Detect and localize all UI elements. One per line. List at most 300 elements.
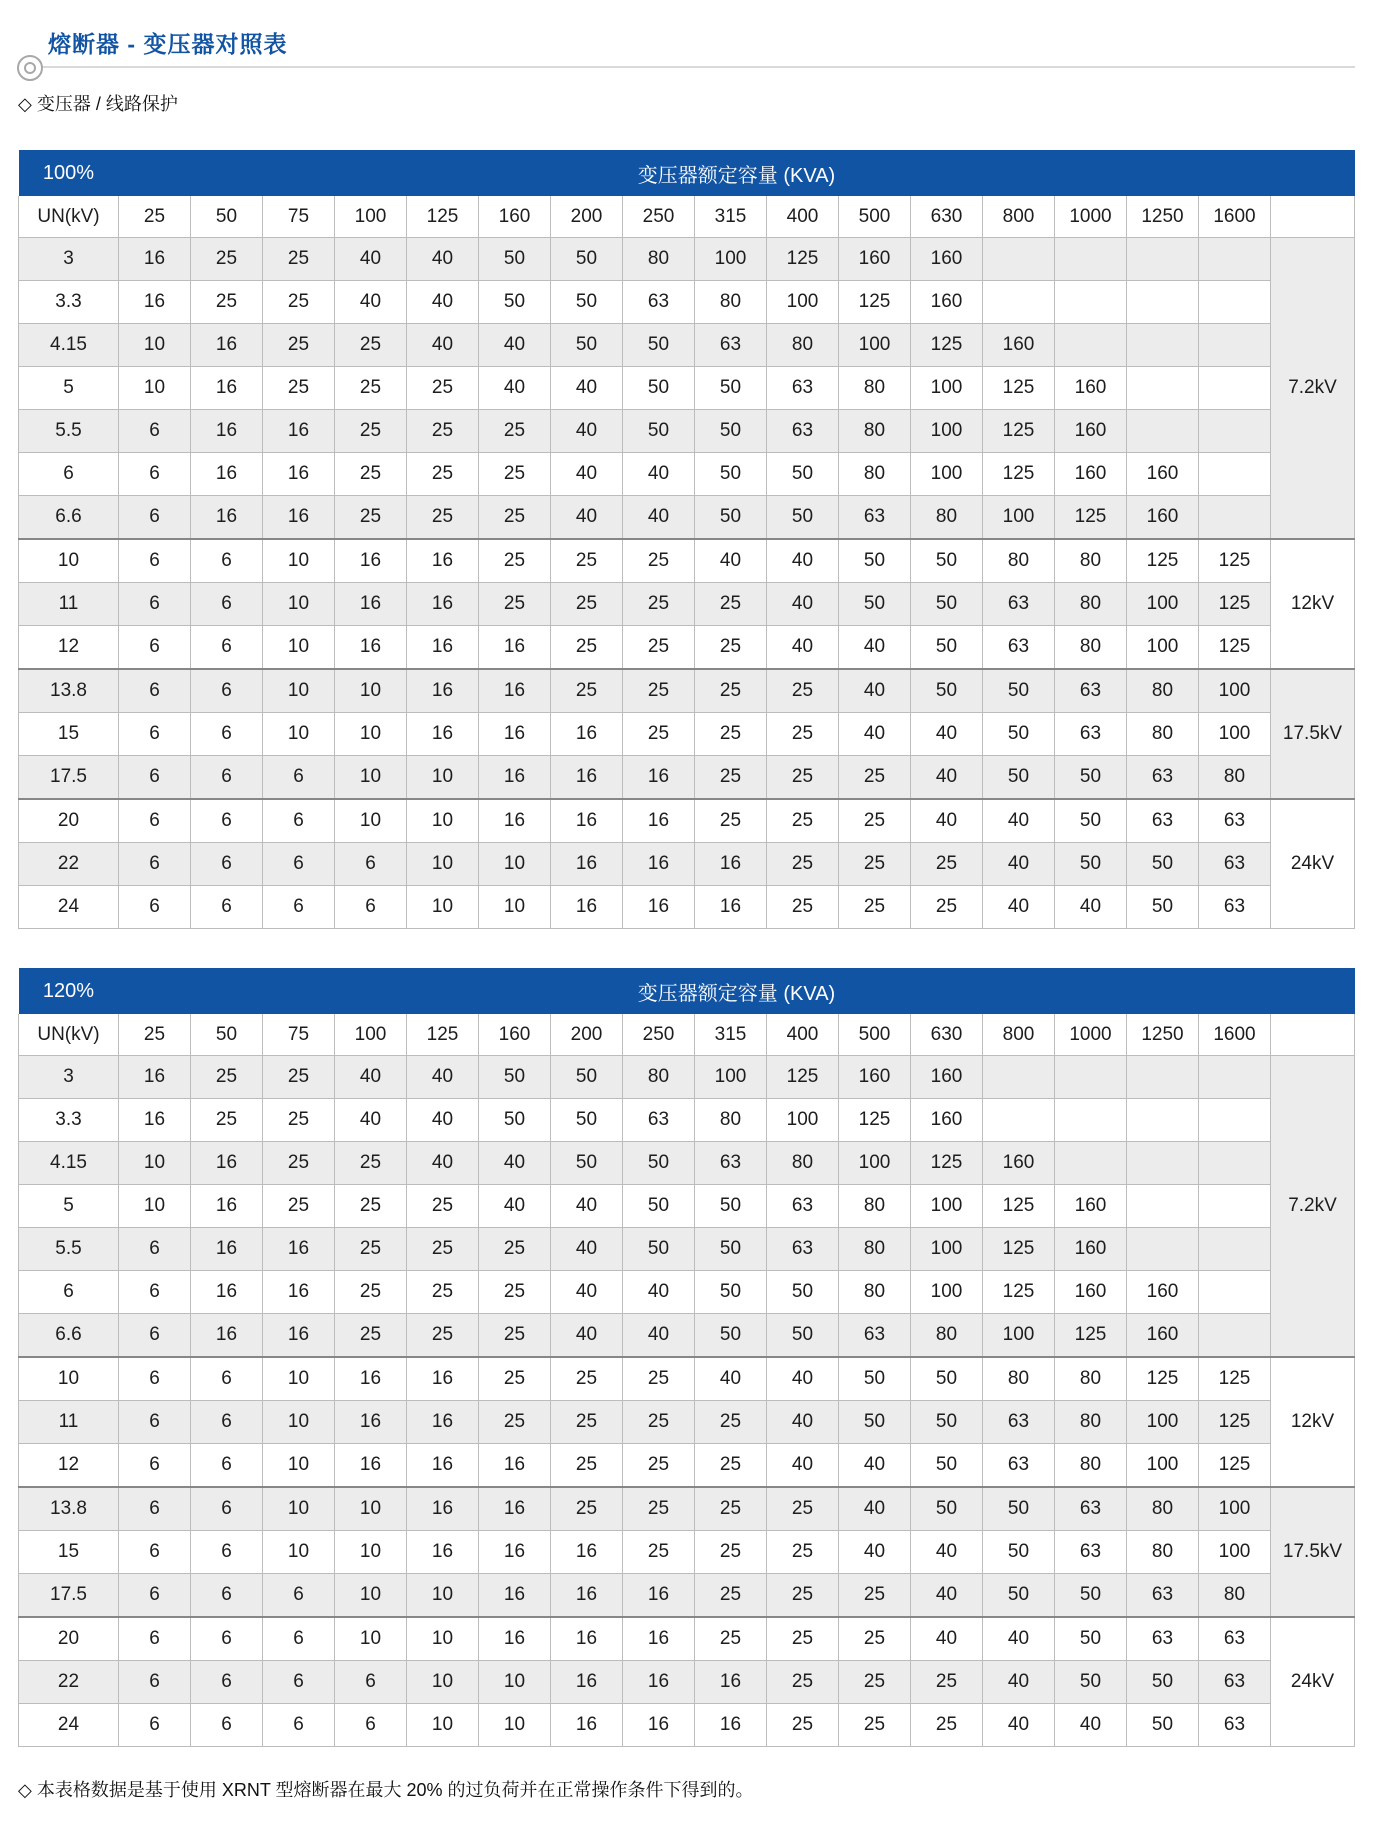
table-row: [19, 1531, 1355, 1574]
rating-cell: 6: [119, 1357, 191, 1401]
rating-cell: [1199, 1056, 1271, 1099]
row-voltage-label: 20: [19, 1617, 119, 1661]
rating-cell: 25: [335, 367, 407, 410]
rating-cell: 40: [839, 1444, 911, 1488]
table-row: [19, 713, 1355, 756]
table-row: [19, 626, 1355, 670]
rating-cell: 40: [479, 324, 551, 367]
capacity-column-header: 800: [983, 1014, 1055, 1056]
table-row: [19, 1401, 1355, 1444]
fuse-transformer-table-100%: [18, 150, 1355, 929]
rating-cell: 6: [119, 1314, 191, 1358]
rating-cell: 160: [983, 324, 1055, 367]
rating-cell: 16: [191, 496, 263, 540]
capacity-column-header: 630: [911, 1014, 983, 1056]
rating-cell: 50: [479, 281, 551, 324]
rating-cell: 25: [407, 496, 479, 540]
rating-cell: [1199, 410, 1271, 453]
rating-cell: 40: [767, 1357, 839, 1401]
rating-cell: 25: [767, 713, 839, 756]
rating-cell: 25: [479, 410, 551, 453]
table-row: [19, 1617, 1355, 1661]
rating-cell: 6: [119, 756, 191, 800]
voltage-class-label: 24kV: [1271, 799, 1355, 929]
table-banner-row: [19, 968, 1355, 1014]
rating-cell: 16: [623, 843, 695, 886]
rating-cell: 6: [119, 1661, 191, 1704]
rating-cell: 6: [119, 453, 191, 496]
rating-cell: [1199, 1228, 1271, 1271]
rating-cell: 125: [1199, 1401, 1271, 1444]
voltage-class-label: 17.5kV: [1271, 1487, 1355, 1617]
rating-cell: 125: [1055, 1314, 1127, 1358]
rating-cell: 40: [335, 281, 407, 324]
rating-cell: 16: [551, 799, 623, 843]
rating-cell: 100: [767, 1099, 839, 1142]
table-row: [19, 496, 1355, 540]
rating-cell: 25: [623, 1401, 695, 1444]
rating-cell: 16: [119, 1056, 191, 1099]
rating-cell: 25: [479, 1228, 551, 1271]
voltage-column-spacer: [1271, 1014, 1355, 1056]
rating-cell: 80: [911, 496, 983, 540]
row-voltage-label: 17.5: [19, 1574, 119, 1618]
rating-cell: [1055, 1142, 1127, 1185]
rating-cell: 25: [551, 1487, 623, 1531]
rating-cell: 100: [911, 410, 983, 453]
table-row: [19, 756, 1355, 800]
rating-cell: 160: [911, 1056, 983, 1099]
rating-cell: 63: [1199, 799, 1271, 843]
rating-cell: 160: [1127, 496, 1199, 540]
rating-cell: [1055, 1099, 1127, 1142]
rating-cell: 6: [191, 1444, 263, 1488]
rating-cell: 25: [407, 453, 479, 496]
row-voltage-label: 3.3: [19, 281, 119, 324]
table-row: [19, 1357, 1355, 1401]
rating-cell: 10: [263, 713, 335, 756]
rating-cell: 6: [191, 1704, 263, 1747]
row-voltage-label: 4.15: [19, 324, 119, 367]
rating-cell: 16: [623, 799, 695, 843]
rating-cell: 10: [263, 1357, 335, 1401]
rating-cell: 6: [119, 1574, 191, 1618]
rating-cell: [1127, 1056, 1199, 1099]
rating-cell: 50: [911, 583, 983, 626]
rating-cell: 50: [1055, 1661, 1127, 1704]
rating-cell: 50: [551, 1142, 623, 1185]
capacity-column-header: 1000: [1055, 1014, 1127, 1056]
rating-cell: 50: [479, 1056, 551, 1099]
row-voltage-label: 10: [19, 539, 119, 583]
rating-cell: 40: [335, 1056, 407, 1099]
rating-cell: 100: [695, 238, 767, 281]
rating-cell: 100: [1127, 1444, 1199, 1488]
rating-cell: 16: [623, 1617, 695, 1661]
rating-cell: 160: [1055, 1228, 1127, 1271]
rating-cell: 50: [623, 1228, 695, 1271]
rating-cell: 25: [191, 1056, 263, 1099]
rating-cell: 80: [839, 367, 911, 410]
rating-cell: 50: [1055, 1574, 1127, 1618]
table-row: [19, 1228, 1355, 1271]
rating-cell: 16: [479, 1487, 551, 1531]
rating-cell: 63: [767, 367, 839, 410]
rating-cell: 10: [335, 1531, 407, 1574]
rating-cell: 25: [695, 1487, 767, 1531]
rating-cell: 25: [767, 886, 839, 929]
rating-cell: 40: [479, 367, 551, 410]
rating-cell: 100: [839, 1142, 911, 1185]
rating-cell: 6: [119, 799, 191, 843]
rating-cell: 40: [983, 1704, 1055, 1747]
rating-cell: 16: [479, 713, 551, 756]
row-voltage-label: 3: [19, 238, 119, 281]
rating-cell: 16: [335, 1401, 407, 1444]
rating-cell: 25: [335, 1185, 407, 1228]
rating-cell: 25: [767, 843, 839, 886]
rating-cell: 10: [407, 1661, 479, 1704]
rating-cell: 6: [119, 1487, 191, 1531]
rating-cell: [1127, 238, 1199, 281]
table-row: [19, 1661, 1355, 1704]
footnote: ◇ 本表格数据是基于使用 XRNT 型熔断器在最大 20% 的过负荷并在正常操作条件下得到的。: [18, 1780, 754, 1800]
rating-cell: 40: [407, 1142, 479, 1185]
rating-cell: 63: [1055, 1531, 1127, 1574]
rating-cell: 50: [1127, 843, 1199, 886]
rating-cell: 160: [1055, 410, 1127, 453]
rating-cell: 40: [479, 1142, 551, 1185]
table-row: [19, 1056, 1355, 1099]
capacity-column-header: 160: [479, 196, 551, 238]
row-voltage-label: 3.3: [19, 1099, 119, 1142]
rating-cell: 40: [911, 1574, 983, 1618]
capacity-column-header: 400: [767, 1014, 839, 1056]
capacity-column-header: 125: [407, 1014, 479, 1056]
rating-cell: 100: [767, 281, 839, 324]
rating-cell: 25: [911, 1704, 983, 1747]
table-row: [19, 843, 1355, 886]
rating-cell: 40: [551, 1271, 623, 1314]
rating-cell: 125: [983, 1185, 1055, 1228]
rating-cell: [1199, 324, 1271, 367]
rating-cell: 80: [1055, 626, 1127, 670]
rating-cell: 50: [1127, 1704, 1199, 1747]
rating-cell: 25: [839, 1661, 911, 1704]
rating-cell: 25: [407, 1314, 479, 1358]
capacity-column-header: 315: [695, 1014, 767, 1056]
rating-cell: 16: [551, 1704, 623, 1747]
rating-cell: 16: [623, 1704, 695, 1747]
rating-cell: 25: [263, 1185, 335, 1228]
rating-cell: 25: [551, 669, 623, 713]
rating-cell: 50: [767, 496, 839, 540]
rating-cell: 16: [119, 1099, 191, 1142]
capacity-column-header: 315: [695, 196, 767, 238]
rating-cell: 16: [407, 1401, 479, 1444]
rating-cell: 40: [551, 410, 623, 453]
rating-cell: 16: [263, 453, 335, 496]
rating-cell: 16: [263, 496, 335, 540]
rating-cell: 25: [335, 1271, 407, 1314]
rating-cell: 125: [839, 281, 911, 324]
capacity-column-header: 1000: [1055, 196, 1127, 238]
rating-cell: 80: [1127, 713, 1199, 756]
rating-cell: 25: [407, 1185, 479, 1228]
rating-cell: 50: [695, 410, 767, 453]
row-voltage-label: 10: [19, 1357, 119, 1401]
rating-cell: 6: [119, 1617, 191, 1661]
row-voltage-label: 6: [19, 1271, 119, 1314]
rating-cell: 25: [335, 453, 407, 496]
rating-cell: 160: [1055, 1271, 1127, 1314]
rating-cell: 10: [263, 539, 335, 583]
row-voltage-label: 4.15: [19, 1142, 119, 1185]
rating-cell: 50: [695, 453, 767, 496]
rating-cell: 40: [695, 1357, 767, 1401]
rating-cell: 25: [551, 1357, 623, 1401]
capacity-column-header: 100: [335, 1014, 407, 1056]
rating-cell: 40: [767, 1401, 839, 1444]
row-voltage-label: 17.5: [19, 756, 119, 800]
rating-cell: 25: [407, 1228, 479, 1271]
table-banner-row: [19, 150, 1355, 196]
rating-cell: 25: [551, 539, 623, 583]
rating-cell: 16: [407, 626, 479, 670]
rating-cell: 25: [407, 410, 479, 453]
table-row: [19, 799, 1355, 843]
rating-cell: 16: [551, 1661, 623, 1704]
rating-cell: 80: [1055, 583, 1127, 626]
rating-cell: [1199, 496, 1271, 540]
row-voltage-label: 15: [19, 713, 119, 756]
rating-cell: 25: [695, 799, 767, 843]
rating-cell: 25: [551, 1401, 623, 1444]
rating-cell: 16: [479, 669, 551, 713]
table-row: [19, 281, 1355, 324]
rating-cell: 16: [191, 1185, 263, 1228]
row-voltage-label: 22: [19, 843, 119, 886]
rating-cell: 40: [623, 453, 695, 496]
row-voltage-label: 12: [19, 626, 119, 670]
capacity-column-header: 800: [983, 196, 1055, 238]
rating-cell: 10: [263, 1487, 335, 1531]
capacity-column-header: 250: [623, 196, 695, 238]
rating-cell: 125: [1199, 583, 1271, 626]
rating-cell: 25: [335, 1228, 407, 1271]
rating-cell: 80: [839, 453, 911, 496]
rating-cell: 40: [911, 799, 983, 843]
rating-cell: 6: [335, 1661, 407, 1704]
rating-cell: 125: [767, 1056, 839, 1099]
rating-cell: [1199, 1142, 1271, 1185]
rating-cell: 6: [263, 886, 335, 929]
rating-cell: 50: [911, 669, 983, 713]
rating-cell: [1127, 367, 1199, 410]
rating-cell: 40: [551, 1228, 623, 1271]
rating-cell: 10: [263, 1444, 335, 1488]
row-voltage-label: 13.8: [19, 669, 119, 713]
rating-cell: 16: [407, 583, 479, 626]
rating-cell: 50: [911, 1401, 983, 1444]
voltage-column-spacer: [1271, 196, 1355, 238]
table-row: [19, 1142, 1355, 1185]
table-100-percent-container: [18, 150, 1355, 929]
rating-cell: 63: [983, 1401, 1055, 1444]
rating-cell: 6: [263, 756, 335, 800]
row-voltage-label: 22: [19, 1661, 119, 1704]
rating-cell: [1127, 1185, 1199, 1228]
rating-cell: 16: [191, 1142, 263, 1185]
rating-cell: 80: [1055, 539, 1127, 583]
table-row: [19, 1444, 1355, 1488]
rating-cell: 100: [911, 1185, 983, 1228]
table-row: [19, 238, 1355, 281]
rating-cell: 50: [839, 1401, 911, 1444]
rating-cell: 125: [1199, 1357, 1271, 1401]
column-header-row: [19, 1014, 1355, 1056]
rating-cell: 6: [191, 1357, 263, 1401]
table-row: [19, 669, 1355, 713]
rating-cell: 6: [263, 843, 335, 886]
rating-cell: [1127, 410, 1199, 453]
rating-cell: 10: [119, 367, 191, 410]
rating-cell: 16: [551, 756, 623, 800]
rating-cell: [983, 281, 1055, 324]
rating-cell: 50: [479, 1099, 551, 1142]
rating-cell: 50: [839, 539, 911, 583]
rating-cell: 16: [695, 1661, 767, 1704]
section-heading: ◇ 变压器 / 线路保护: [18, 94, 178, 114]
rating-cell: 63: [1199, 843, 1271, 886]
rating-cell: 10: [335, 799, 407, 843]
rating-cell: 160: [983, 1142, 1055, 1185]
rating-cell: 50: [623, 1142, 695, 1185]
rating-cell: 50: [983, 1487, 1055, 1531]
rating-cell: 16: [191, 1271, 263, 1314]
rating-cell: 16: [191, 367, 263, 410]
row-voltage-label: 6: [19, 453, 119, 496]
rating-cell: 25: [767, 799, 839, 843]
rating-cell: 63: [983, 583, 1055, 626]
rating-cell: 160: [1055, 1185, 1127, 1228]
rating-cell: 50: [695, 367, 767, 410]
rating-cell: 100: [911, 1228, 983, 1271]
rating-cell: 50: [839, 583, 911, 626]
rating-cell: 25: [551, 626, 623, 670]
row-voltage-label: 12: [19, 1444, 119, 1488]
rating-cell: 10: [263, 1531, 335, 1574]
row-voltage-label: 6.6: [19, 496, 119, 540]
rating-cell: 16: [335, 539, 407, 583]
rating-cell: 40: [407, 1056, 479, 1099]
rating-cell: 63: [1055, 713, 1127, 756]
rating-cell: 16: [407, 1487, 479, 1531]
rating-cell: 16: [335, 1444, 407, 1488]
page-title: 熔断器 - 变压器对照表: [48, 31, 288, 57]
rating-cell: 40: [767, 626, 839, 670]
rating-cell: 6: [119, 886, 191, 929]
rating-cell: 6: [119, 1271, 191, 1314]
rating-cell: 16: [623, 886, 695, 929]
rating-cell: 25: [695, 756, 767, 800]
rating-cell: 16: [551, 843, 623, 886]
rating-cell: [1127, 281, 1199, 324]
divider-line: [42, 66, 1355, 68]
rating-cell: [1199, 1314, 1271, 1358]
rating-cell: 125: [911, 1142, 983, 1185]
rating-cell: 40: [911, 1531, 983, 1574]
rating-cell: 6: [191, 1531, 263, 1574]
capacity-column-header: 400: [767, 196, 839, 238]
rating-cell: 50: [983, 669, 1055, 713]
capacity-column-header: 25: [119, 1014, 191, 1056]
rating-cell: 6: [263, 1574, 335, 1618]
rating-cell: 6: [191, 756, 263, 800]
rating-cell: 63: [695, 324, 767, 367]
rating-cell: 40: [479, 1185, 551, 1228]
rating-cell: 50: [983, 1531, 1055, 1574]
capacity-column-header: 500: [839, 196, 911, 238]
rating-cell: 40: [623, 1314, 695, 1358]
rating-cell: 25: [623, 539, 695, 583]
rating-cell: 25: [911, 1661, 983, 1704]
rating-cell: 25: [623, 713, 695, 756]
rating-cell: 125: [1199, 539, 1271, 583]
rating-cell: 10: [479, 1661, 551, 1704]
rating-cell: 63: [767, 1185, 839, 1228]
row-voltage-label: 11: [19, 1401, 119, 1444]
rating-cell: 63: [983, 1444, 1055, 1488]
rating-cell: [1199, 453, 1271, 496]
rating-cell: 25: [911, 843, 983, 886]
rating-cell: 16: [407, 669, 479, 713]
rating-cell: 25: [407, 1271, 479, 1314]
rating-cell: 25: [839, 1574, 911, 1618]
rating-cell: 160: [1127, 1314, 1199, 1358]
rating-cell: 100: [1199, 1531, 1271, 1574]
rating-cell: 6: [119, 1531, 191, 1574]
rating-cell: 6: [119, 669, 191, 713]
rating-cell: 125: [911, 324, 983, 367]
table-row: [19, 583, 1355, 626]
rating-cell: 160: [911, 1099, 983, 1142]
rating-cell: 100: [839, 324, 911, 367]
rating-cell: 25: [479, 539, 551, 583]
rating-cell: 16: [551, 886, 623, 929]
rating-cell: 125: [983, 1271, 1055, 1314]
rating-cell: 10: [335, 713, 407, 756]
table-row: [19, 410, 1355, 453]
rating-cell: 160: [911, 281, 983, 324]
rating-cell: 80: [1055, 1444, 1127, 1488]
rating-cell: 80: [1127, 1531, 1199, 1574]
capacity-header-label: 变压器额定容量 (KVA): [119, 150, 1355, 196]
rating-cell: 25: [695, 669, 767, 713]
rating-cell: 125: [1127, 539, 1199, 583]
rating-cell: 63: [1127, 1617, 1199, 1661]
rating-cell: 6: [191, 1617, 263, 1661]
table-row: [19, 1487, 1355, 1531]
rating-cell: 25: [335, 410, 407, 453]
rating-cell: 100: [911, 367, 983, 410]
rating-cell: 10: [263, 626, 335, 670]
rating-cell: 50: [983, 713, 1055, 756]
rating-cell: 63: [1199, 1617, 1271, 1661]
rating-cell: 50: [1127, 886, 1199, 929]
rating-cell: 10: [407, 1574, 479, 1618]
rating-cell: 16: [407, 713, 479, 756]
